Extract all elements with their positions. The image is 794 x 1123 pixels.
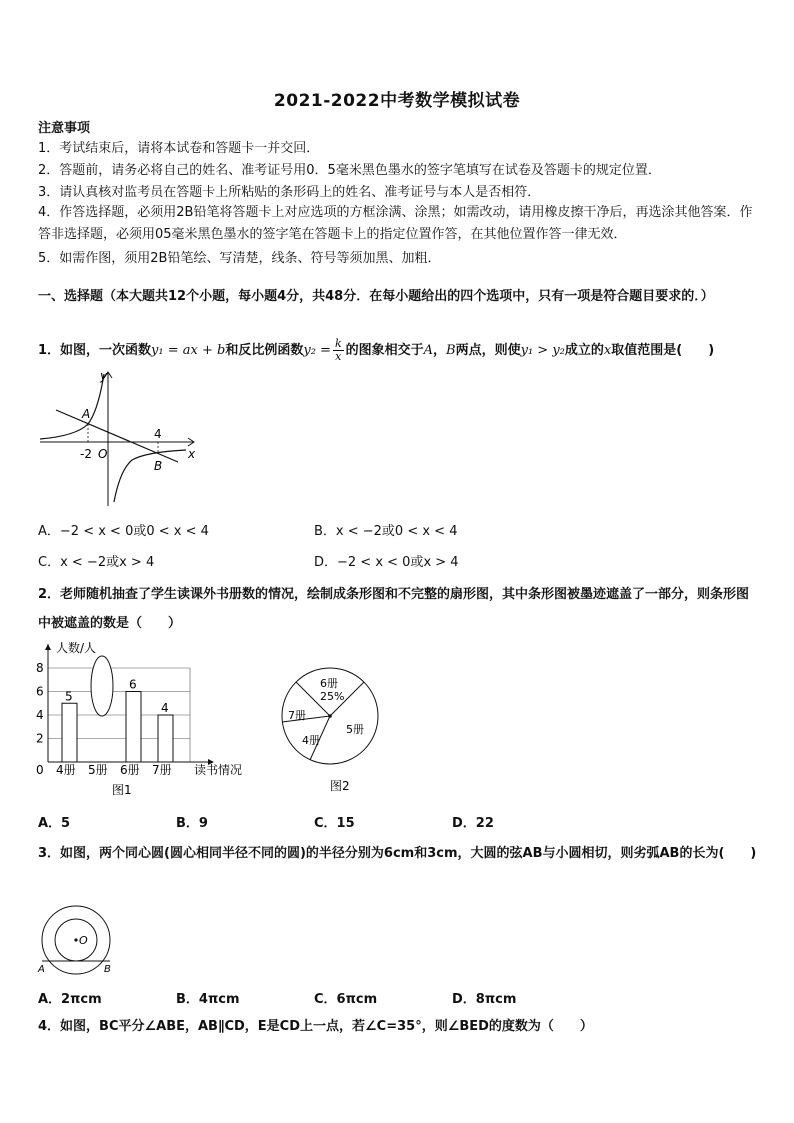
q2-bar-chart — [30, 640, 262, 800]
q1-x-label: x — [188, 447, 196, 461]
q3-option-a[interactable]: A．2πcm — [38, 992, 102, 1007]
q1-var-x: x — [603, 343, 612, 358]
ink-blot-cover — [91, 656, 113, 716]
q1-frac-den: x — [335, 350, 342, 363]
bar-value-label: 6 — [129, 677, 137, 692]
bar-category-label: 6册 — [120, 763, 140, 777]
q1-point-b: B — [446, 343, 456, 358]
question-1-text — [38, 338, 714, 363]
bar-y-tick-label: 6 — [36, 684, 44, 699]
q1-label-b: B — [154, 459, 163, 473]
bar-y-arrow — [45, 644, 51, 650]
q1-option-c[interactable]: C．x < −2或x > 4 — [38, 555, 155, 570]
q3-option-b[interactable]: B．4πcm — [176, 992, 240, 1007]
q1-suffix-c: 成立的 — [564, 343, 604, 358]
notice-item-3: 3．请认真核对监考员在答题卡上所粘贴的条形码上的姓名、准考证号与本人是否相符． — [38, 185, 541, 200]
q1-y-label: y — [100, 369, 108, 383]
notice-item-1: 1．考试结束后，请将本试卷和答题卡一并交回． — [38, 141, 320, 156]
bar-value-label: 5 — [65, 689, 73, 704]
bar-category-label: 4册 — [56, 763, 76, 777]
pie-label-4: 4册 — [302, 734, 320, 747]
q1-label-origin: O — [98, 447, 108, 461]
q1-y1-expression: y₁ = ax + b — [151, 343, 226, 358]
q2-option-b[interactable]: B．9 — [176, 816, 208, 831]
pie-label-7: 7册 — [288, 709, 306, 722]
pie-caption: 图2 — [330, 779, 350, 793]
q2-option-c[interactable]: C．15 — [314, 816, 355, 831]
q1-middle: 和反比例函数 — [225, 343, 304, 358]
bar-category-label: 7册 — [152, 763, 172, 777]
notice-item-4: 4．作答选择题，必须用2B铅笔将答题卡上对应选项的方框涂满、涂黑；如需改动，请用橡皮擦干净后，再选涂其他答案．作答非选择题，必须用05毫米黑色墨水的签字笔在答题卡上的指定位置作答，在其他位置作答一律无效． — [38, 205, 753, 242]
q1-function-graph — [36, 366, 200, 508]
q3-label-a: A — [38, 964, 45, 975]
q1-suffix-a: 的图象相交于 — [345, 343, 424, 358]
pie-center-dot — [328, 714, 332, 718]
pie-label-6: 6册 — [320, 677, 338, 690]
q1-condition: y₁ > y₂ — [520, 343, 565, 358]
bar-value-label: 4 — [161, 701, 169, 715]
q1-option-a[interactable]: A．−2 < x < 0或0 < x < 4 — [38, 524, 209, 539]
bar-category-label: 5册 — [88, 763, 108, 777]
question-4-text: 4．如图，BC平分∠ABE，AB∥CD，E是CD上一点，若∠C=35°，则∠BED的度数为（ ） — [38, 1019, 593, 1034]
pie-label-5: 5册 — [346, 723, 364, 736]
q1-option-b[interactable]: B．x < −2或0 < x < 4 — [314, 524, 458, 539]
notice-item-2: 2．答题前，请务必将自己的姓名、准考证号用0．5毫米黑色墨水的签字笔填写在试卷及答题卡的规定位置． — [38, 163, 661, 178]
q2-option-d[interactable]: D．22 — [452, 816, 494, 831]
q3-center-dot — [74, 938, 77, 941]
q1-y2-lhs: y₂ = — [303, 343, 331, 358]
bar-y-tick-label: 4 — [36, 708, 44, 722]
bar-y-tick-label: 2 — [36, 731, 44, 746]
q1-label-neg2: -2 — [80, 447, 92, 461]
question-2-text: 2．老师随机抽查了学生读课外书册数的情况，绘制成条形图和不完整的扇形图，其中条形图被墨迹遮盖了一部分，则条形图中被遮盖的数是（ ） — [38, 587, 750, 631]
q1-prefix: 1．如图，一次函数 — [38, 343, 152, 358]
q2-option-a[interactable]: A．5 — [38, 816, 71, 831]
q1-label-4: 4 — [154, 427, 162, 441]
question-3-text: 3．如图，两个同心圆(圆心相同半径不同的圆)的半径分别为6cm和3cm，大圆的弦AB与小圆相切，则劣弧AB的长为( ) — [38, 846, 757, 861]
notice-item-5: 5．如需作图，须用2B铅笔绘、写清楚，线条、符号等须加黑、加粗． — [38, 251, 441, 266]
bar-6册 — [126, 692, 141, 763]
bar-xlabel: 读书情况 — [194, 763, 243, 777]
bar-origin-label: 0 — [36, 763, 44, 777]
q1-frac-num: k — [334, 337, 342, 350]
q2-pie-chart — [280, 656, 400, 796]
page-title: 2021-2022中考数学模拟试卷 — [273, 91, 521, 111]
q3-concentric-circles-figure — [34, 904, 124, 980]
section-header: 一、选择题（本大题共12个小题，每小题4分，共48分．在每小题给出的四个选项中，只有一项是符合题目要求的．） — [38, 289, 714, 304]
q1-label-a: A — [82, 407, 91, 421]
q3-label-b: B — [104, 964, 111, 975]
q1-option-d[interactable]: D．−2 < x < 0或x > 4 — [314, 555, 459, 570]
q1-hyperbola-branch-left — [40, 374, 104, 439]
bar-7册 — [158, 715, 173, 762]
q3-option-d[interactable]: D．8πcm — [452, 992, 517, 1007]
bar-ylabel: 人数/人 — [56, 641, 97, 655]
q1-suffix-d: 取值范围是( ) — [611, 343, 715, 358]
q1-sep: ， — [433, 343, 447, 358]
q1-point-a: A — [423, 343, 434, 358]
q1-hyperbola-branch-right — [114, 450, 186, 502]
bar-caption: 图1 — [112, 783, 132, 797]
pie-label-25pct: 25% — [320, 690, 345, 703]
q3-label-o: O — [79, 934, 88, 947]
q1-fraction — [333, 338, 344, 363]
notice-heading: 注意事项 — [38, 121, 91, 136]
bar-4册 — [62, 703, 77, 762]
bar-y-tick-label: 8 — [36, 661, 44, 675]
q1-suffix-b: 两点，则使 — [455, 343, 521, 358]
q3-option-c[interactable]: C．6πcm — [314, 992, 378, 1007]
